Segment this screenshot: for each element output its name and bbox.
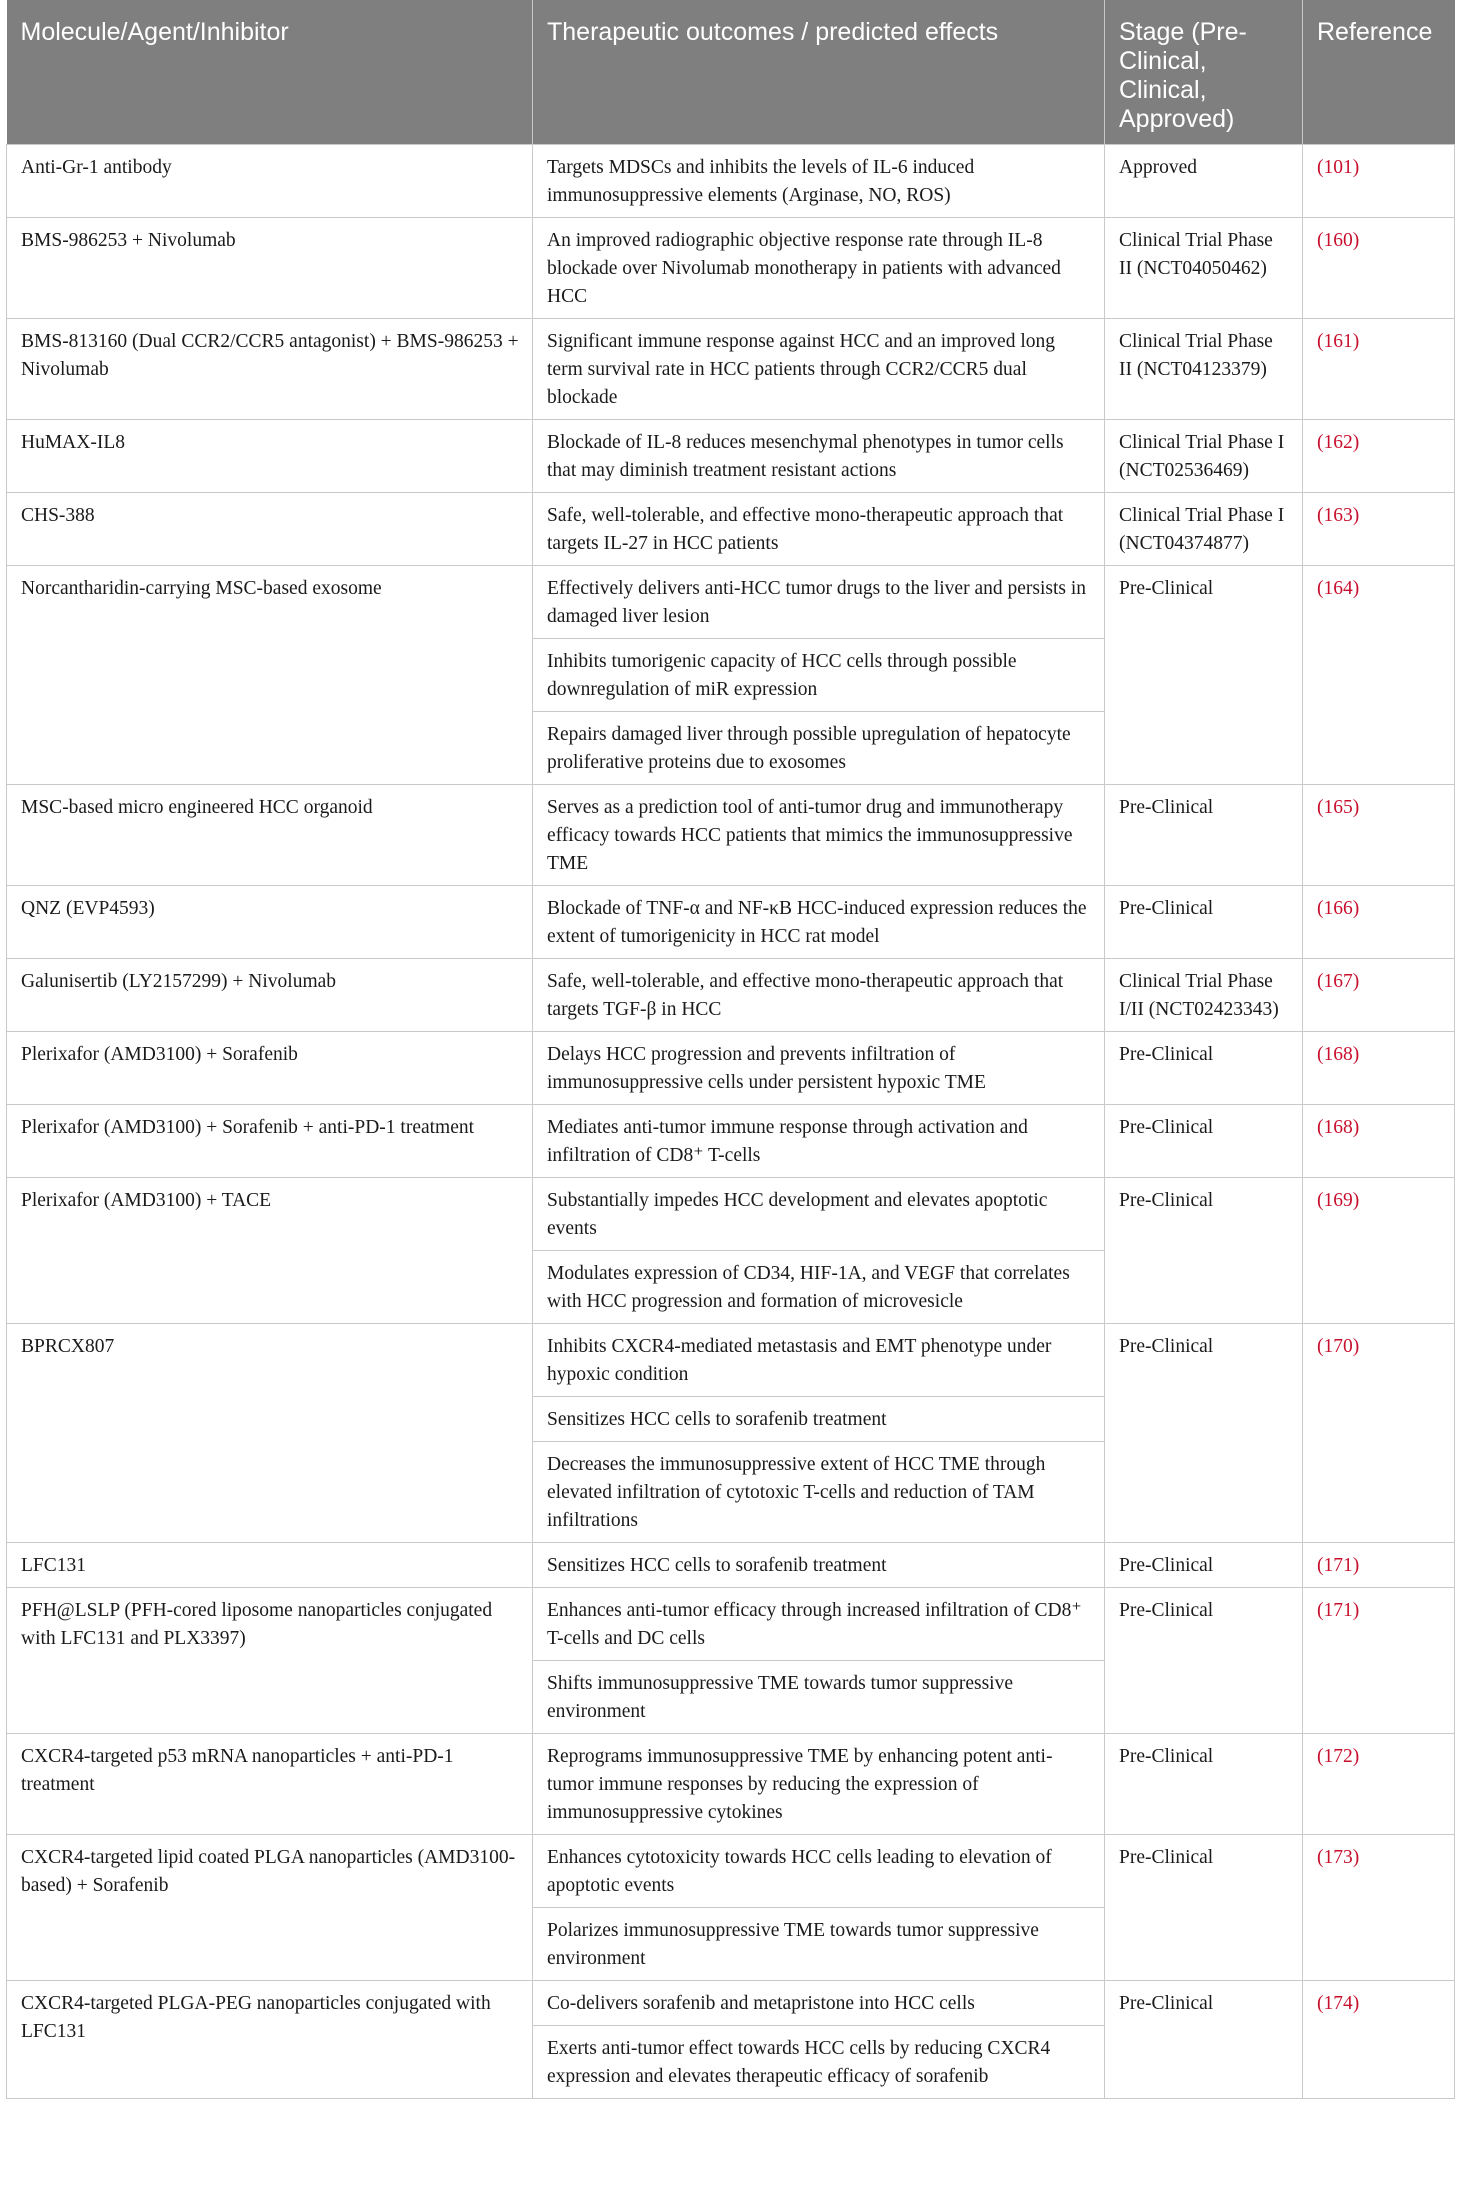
reference-link[interactable]: (174)	[1303, 1981, 1455, 2099]
reference-link[interactable]: (160)	[1303, 218, 1455, 319]
outcome-cell: Blockade of TNF-α and NF-κB HCC-induced expression reduces the extent of tumorigenicity in HCC rat model	[533, 886, 1105, 959]
stage-cell: Clinical Trial Phase II (NCT04050462)	[1105, 218, 1303, 319]
outcome-cell: Inhibits CXCR4-mediated metastasis and EMT phenotype under hypoxic condition	[533, 1324, 1105, 1397]
molecule-cell: LFC131	[7, 1543, 533, 1588]
stage-cell: Pre-Clinical	[1105, 1178, 1303, 1324]
header-molecule: Molecule/Agent/Inhibitor	[7, 0, 533, 145]
table-row	[7, 1105, 1455, 1178]
molecule-cell: MSC-based micro engineered HCC organoid	[7, 785, 533, 886]
molecule-cell: Anti-Gr-1 antibody	[7, 145, 533, 218]
therapeutics-table-wrapper	[6, 0, 1454, 2099]
stage-cell: Clinical Trial Phase I (NCT02536469)	[1105, 420, 1303, 493]
molecule-cell: QNZ (EVP4593)	[7, 886, 533, 959]
reference-link[interactable]: (163)	[1303, 493, 1455, 566]
stage-cell: Pre-Clinical	[1105, 1032, 1303, 1105]
outcome-cell: Delays HCC progression and prevents infiltration of immunosuppressive cells under persistent hypoxic TME	[533, 1032, 1105, 1105]
stage-cell: Clinical Trial Phase II (NCT04123379)	[1105, 319, 1303, 420]
outcome-cell: Safe, well-tolerable, and effective mono-therapeutic approach that targets TGF-β in HCC	[533, 959, 1105, 1032]
header-reference: Reference	[1303, 0, 1455, 145]
reference-link[interactable]: (171)	[1303, 1588, 1455, 1734]
stage-cell: Pre-Clinical	[1105, 1588, 1303, 1734]
outcome-cell: Polarizes immunosuppressive TME towards tumor suppressive environment	[533, 1908, 1105, 1981]
reference-link[interactable]: (162)	[1303, 420, 1455, 493]
molecule-cell: CHS-388	[7, 493, 533, 566]
table-row	[7, 1981, 1455, 2026]
stage-cell: Clinical Trial Phase I/II (NCT02423343)	[1105, 959, 1303, 1032]
stage-cell: Pre-Clinical	[1105, 1543, 1303, 1588]
table-row	[7, 1178, 1455, 1251]
reference-link[interactable]: (166)	[1303, 886, 1455, 959]
outcome-cell: Exerts anti-tumor effect towards HCC cells by reducing CXCR4 expression and elevates therapeutic efficacy of sorafenib	[533, 2026, 1105, 2099]
molecule-cell: Plerixafor (AMD3100) + Sorafenib + anti-PD-1 treatment	[7, 1105, 533, 1178]
outcome-cell: An improved radiographic objective response rate through IL-8 blockade over Nivolumab monotherapy in patients with advanced HCC	[533, 218, 1105, 319]
table-row	[7, 218, 1455, 319]
outcome-cell: Enhances cytotoxicity towards HCC cells leading to elevation of apoptotic events	[533, 1835, 1105, 1908]
table-row	[7, 145, 1455, 218]
table-row	[7, 1032, 1455, 1105]
header-stage: Stage (Pre-Clinical, Clinical, Approved)	[1105, 0, 1303, 145]
reference-link[interactable]: (173)	[1303, 1835, 1455, 1981]
stage-cell: Approved	[1105, 145, 1303, 218]
molecule-cell: Norcantharidin-carrying MSC-based exosome	[7, 566, 533, 785]
outcome-cell: Enhances anti-tumor efficacy through increased infiltration of CD8⁺ T-cells and DC cells	[533, 1588, 1105, 1661]
outcome-cell: Blockade of IL-8 reduces mesenchymal phenotypes in tumor cells that may diminish treatment resistant actions	[533, 420, 1105, 493]
table-row	[7, 493, 1455, 566]
outcome-cell: Targets MDSCs and inhibits the levels of IL-6 induced immunosuppressive elements (Arginase, NO, ROS)	[533, 145, 1105, 218]
molecule-cell: Plerixafor (AMD3100) + Sorafenib	[7, 1032, 533, 1105]
reference-link[interactable]: (168)	[1303, 1105, 1455, 1178]
reference-link[interactable]: (171)	[1303, 1543, 1455, 1588]
table-row	[7, 1835, 1455, 1908]
table-row	[7, 959, 1455, 1032]
outcome-cell: Sensitizes HCC cells to sorafenib treatment	[533, 1543, 1105, 1588]
table-row	[7, 1588, 1455, 1661]
reference-link[interactable]: (165)	[1303, 785, 1455, 886]
outcome-cell: Sensitizes HCC cells to sorafenib treatment	[533, 1397, 1105, 1442]
outcome-cell: Effectively delivers anti-HCC tumor drugs to the liver and persists in damaged liver lesion	[533, 566, 1105, 639]
table-row	[7, 319, 1455, 420]
therapeutics-table	[6, 0, 1455, 2099]
molecule-cell: CXCR4-targeted lipid coated PLGA nanoparticles (AMD3100-based) + Sorafenib	[7, 1835, 533, 1981]
header-outcomes: Therapeutic outcomes / predicted effects	[533, 0, 1105, 145]
outcome-cell: Reprograms immunosuppressive TME by enhancing potent anti-tumor immune responses by reducing the expression of immunosuppressive cytokines	[533, 1734, 1105, 1835]
table-row	[7, 566, 1455, 639]
outcome-cell: Mediates anti-tumor immune response through activation and infiltration of CD8⁺ T-cells	[533, 1105, 1105, 1178]
table-body	[7, 145, 1455, 2099]
table-header	[7, 0, 1455, 145]
stage-cell: Pre-Clinical	[1105, 566, 1303, 785]
molecule-cell: CXCR4-targeted PLGA-PEG nanoparticles conjugated with LFC131	[7, 1981, 533, 2099]
stage-cell: Pre-Clinical	[1105, 886, 1303, 959]
table-row	[7, 1324, 1455, 1397]
molecule-cell: HuMAX-IL8	[7, 420, 533, 493]
molecule-cell: BMS-986253 + Nivolumab	[7, 218, 533, 319]
molecule-cell: BMS-813160 (Dual CCR2/CCR5 antagonist) + BMS-986253 + Nivolumab	[7, 319, 533, 420]
outcome-cell: Repairs damaged liver through possible upregulation of hepatocyte proliferative proteins due to exosomes	[533, 712, 1105, 785]
molecule-cell: Plerixafor (AMD3100) + TACE	[7, 1178, 533, 1324]
molecule-cell: PFH@LSLP (PFH-cored liposome nanoparticles conjugated with LFC131 and PLX3397)	[7, 1588, 533, 1734]
molecule-cell: CXCR4-targeted p53 mRNA nanoparticles + anti-PD-1 treatment	[7, 1734, 533, 1835]
outcome-cell: Shifts immunosuppressive TME towards tumor suppressive environment	[533, 1661, 1105, 1734]
reference-link[interactable]: (164)	[1303, 566, 1455, 785]
molecule-cell: BPRCX807	[7, 1324, 533, 1543]
reference-link[interactable]: (101)	[1303, 145, 1455, 218]
table-row	[7, 1734, 1455, 1835]
outcome-cell: Co-delivers sorafenib and metapristone into HCC cells	[533, 1981, 1105, 2026]
reference-link[interactable]: (161)	[1303, 319, 1455, 420]
reference-link[interactable]: (170)	[1303, 1324, 1455, 1543]
outcome-cell: Significant immune response against HCC and an improved long term survival rate in HCC patients through CCR2/CCR5 dual blockade	[533, 319, 1105, 420]
outcome-cell: Inhibits tumorigenic capacity of HCC cells through possible downregulation of miR expression	[533, 639, 1105, 712]
stage-cell: Pre-Clinical	[1105, 1324, 1303, 1543]
outcome-cell: Safe, well-tolerable, and effective mono-therapeutic approach that targets IL-27 in HCC patients	[533, 493, 1105, 566]
stage-cell: Clinical Trial Phase I (NCT04374877)	[1105, 493, 1303, 566]
stage-cell: Pre-Clinical	[1105, 1981, 1303, 2099]
outcome-cell: Decreases the immunosuppressive extent of HCC TME through elevated infiltration of cytotoxic T-cells and reduction of TAM infiltrations	[533, 1442, 1105, 1543]
stage-cell: Pre-Clinical	[1105, 1734, 1303, 1835]
header-row	[7, 0, 1455, 145]
stage-cell: Pre-Clinical	[1105, 1105, 1303, 1178]
stage-cell: Pre-Clinical	[1105, 785, 1303, 886]
outcome-cell: Substantially impedes HCC development and elevates apoptotic events	[533, 1178, 1105, 1251]
reference-link[interactable]: (168)	[1303, 1032, 1455, 1105]
stage-cell: Pre-Clinical	[1105, 1835, 1303, 1981]
outcome-cell: Serves as a prediction tool of anti-tumor drug and immunotherapy efficacy towards HCC patients that mimics the immunosuppressive TME	[533, 785, 1105, 886]
table-row	[7, 1543, 1455, 1588]
reference-link[interactable]: (169)	[1303, 1178, 1455, 1324]
table-row	[7, 785, 1455, 886]
outcome-cell: Modulates expression of CD34, HIF-1A, and VEGF that correlates with HCC progression and formation of microvesicle	[533, 1251, 1105, 1324]
reference-link[interactable]: (172)	[1303, 1734, 1455, 1835]
table-row	[7, 886, 1455, 959]
table-row	[7, 420, 1455, 493]
reference-link[interactable]: (167)	[1303, 959, 1455, 1032]
molecule-cell: Galunisertib (LY2157299) + Nivolumab	[7, 959, 533, 1032]
